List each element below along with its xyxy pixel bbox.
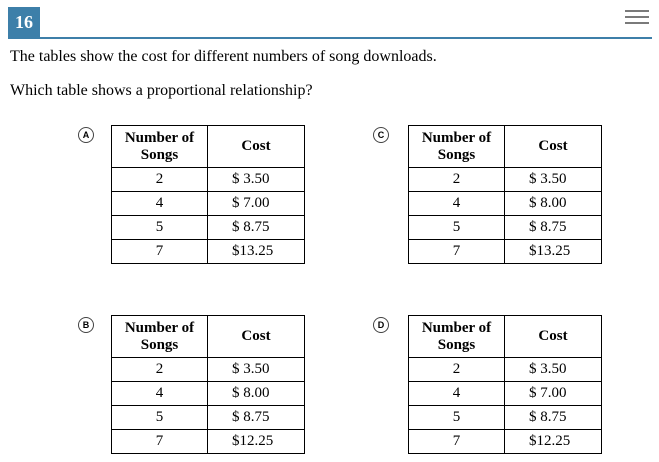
header-cost: Cost [208,126,305,168]
question-stem: The tables show the cost for different numbers of song downloads. [10,48,437,65]
choice-a-table [111,125,305,264]
table-header-row [409,316,602,358]
table-row: 4 $ 8.00 [112,382,305,406]
table-row: 7 $12.25 [409,430,602,454]
header-number-of-songs: Number of Songs [409,316,505,358]
choice-a-bubble[interactable]: A [78,127,94,143]
header-number-of-songs: Number of Songs [409,126,505,168]
table-row: 7 $12.25 [112,430,305,454]
table-row: 5 $ 8.75 [409,406,602,430]
table-row: 5 $ 8.75 [112,216,305,240]
header-cost: Cost [208,316,305,358]
choice-b-table [111,315,305,454]
header-cost: Cost [505,126,602,168]
table-row: 5 $ 8.75 [112,406,305,430]
choice-b-bubble[interactable]: B [78,317,94,333]
choice-d-bubble[interactable]: D [373,317,389,333]
header-cost: Cost [505,316,602,358]
table-row: 4 $ 7.00 [112,192,305,216]
header-divider [8,37,652,39]
choice-c-bubble[interactable]: C [373,127,389,143]
table-header-row [409,126,602,168]
table-header-row [112,316,305,358]
choice-c-table [408,125,602,264]
question-prompt: Which table shows a proportional relationship? [10,82,313,99]
table-row: 2 $ 3.50 [409,358,602,382]
question-number: 16 [8,7,40,38]
table-row: 2 $ 3.50 [112,168,305,192]
table-row: 2 $ 3.50 [409,168,602,192]
table-row: 7 $13.25 [409,240,602,264]
table-row: 5 $ 8.75 [409,216,602,240]
header-number-of-songs: Number of Songs [112,126,208,168]
choice-d-table [408,315,602,454]
table-row: 4 $ 8.00 [409,192,602,216]
table-header-row [112,126,305,168]
table-row: 2 $ 3.50 [112,358,305,382]
header-number-of-songs: Number of Songs [112,316,208,358]
table-row: 7 $13.25 [112,240,305,264]
hamburger-menu-icon[interactable] [625,10,649,26]
table-row: 4 $ 7.00 [409,382,602,406]
